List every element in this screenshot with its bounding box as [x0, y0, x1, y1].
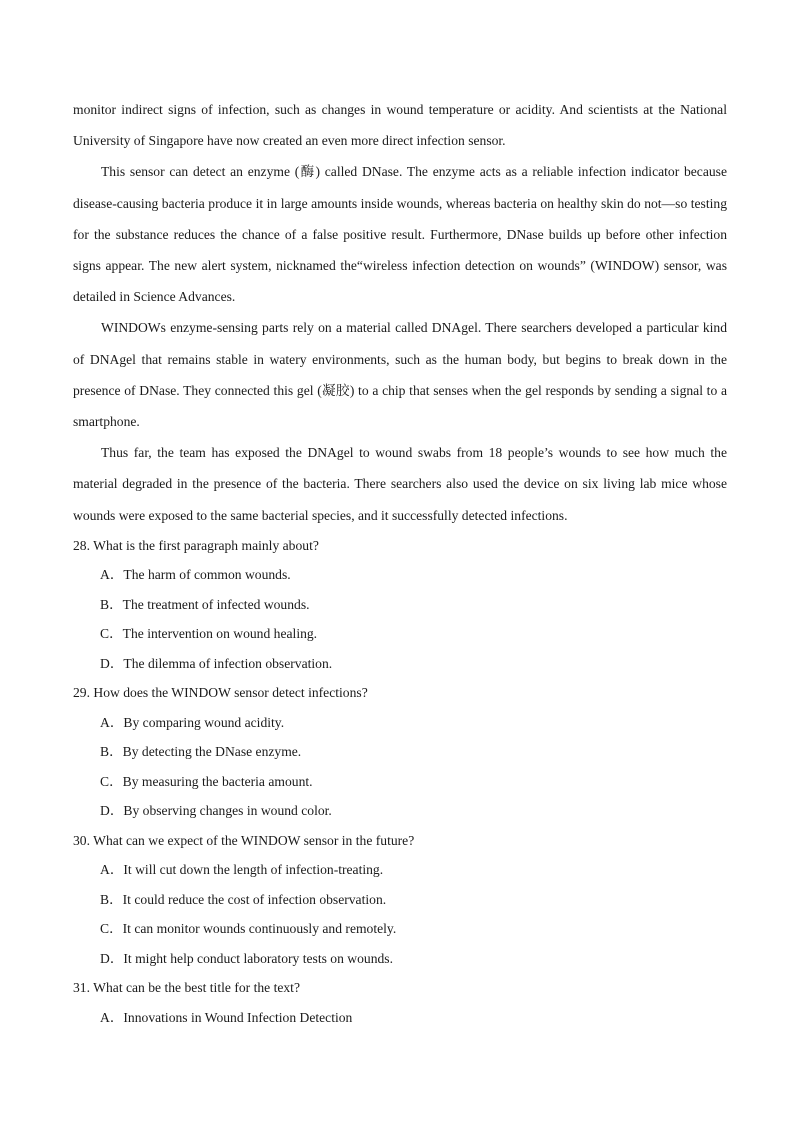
option-b[interactable]: B．By detecting the DNase enzyme. [100, 744, 302, 760]
question-31 [73, 973, 727, 1032]
option-d[interactable]: D．The dilemma of infection observation. [100, 655, 333, 671]
question-28 [73, 531, 727, 679]
option-b[interactable]: B．The treatment of infected wounds. [100, 596, 310, 612]
question-stem [73, 531, 727, 561]
passage [73, 94, 727, 531]
passage-paragraph-3: WINDOWs enzyme-sensing parts rely on a material called DNAgel. There searchers developed a particular kind of DNAgel that remains stable in watery environments, such as the human body, but begins to break down in the presence of DNase. They connected this gel (凝胶) to a chip that senses when the gel responds by sending a signal to a smartphone. [73, 320, 727, 430]
question-stem [73, 678, 727, 708]
question-text: What is the first paragraph mainly about? [93, 537, 319, 553]
passage-paragraph-1: monitor indirect signs of infection, such as changes in wound temperature or acidity. And scientists at the National University of Singapore have now created an even more direct infection sensor. [73, 102, 727, 149]
question-text: What can we expect of the WINDOW sensor in the future? [93, 832, 415, 848]
question-number: 28. [73, 537, 90, 553]
passage-paragraph-4: Thus far, the team has exposed the DNAgel to wound swabs from 18 people’s wounds to see how much the material degraded in the presence of the bacteria. There searchers also used the device on six living lab mice whose wounds were exposed to the same bacterial species, and it successfully detected infections. [73, 445, 727, 523]
option-d[interactable]: D．It might help conduct laboratory tests on wounds. [100, 950, 393, 966]
question-text: How does the WINDOW sensor detect infections? [93, 685, 368, 701]
question-stem [73, 826, 727, 856]
question-text: What can be the best title for the text? [93, 980, 300, 996]
passage-paragraph-2: This sensor can detect an enzyme (酶) called DNase. The enzyme acts as a reliable infection indicator because disease-causing bacteria produce it in large amounts inside wounds, whereas bacteria on healthy skin do not—so testing for the substance reduces the chance of a false positive result. Furthermore, DNase builds up before other infection signs appear. The new alert system, nicknamed the“wireless infection detection on wounds” (WINDOW) sensor, was detailed in Science Advances. [73, 164, 727, 305]
option-a[interactable]: A．By comparing wound acidity. [100, 714, 285, 730]
question-29 [73, 678, 727, 826]
option-d[interactable]: D．By observing changes in wound color. [100, 803, 332, 819]
document-page [73, 94, 727, 1032]
option-c[interactable]: C．The intervention on wound healing. [100, 626, 318, 642]
option-a[interactable]: A．Innovations in Wound Infection Detection [100, 1009, 353, 1025]
option-a[interactable]: A．The harm of common wounds. [100, 567, 291, 583]
option-b[interactable]: B．It could reduce the cost of infection observation. [100, 891, 387, 907]
question-30 [73, 826, 727, 974]
option-a[interactable]: A．It will cut down the length of infection-treating. [100, 862, 384, 878]
option-c[interactable]: C．It can monitor wounds continuously and remotely. [100, 921, 397, 937]
question-stem [73, 973, 727, 1003]
question-number: 31. [73, 980, 90, 996]
question-number: 29. [73, 685, 90, 701]
question-number: 30. [73, 832, 90, 848]
option-c[interactable]: C．By measuring the bacteria amount. [100, 773, 313, 789]
